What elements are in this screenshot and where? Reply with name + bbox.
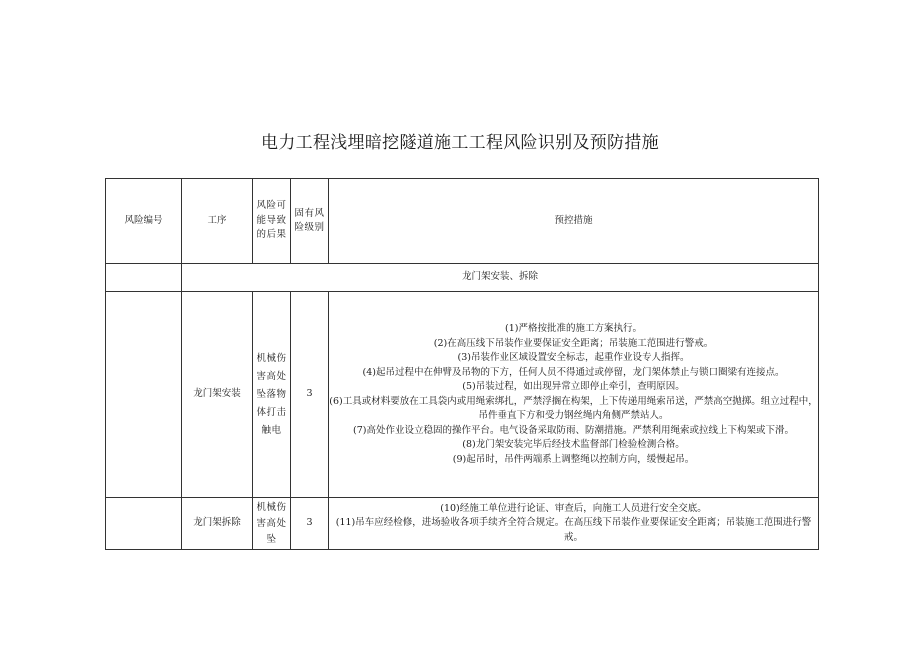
measure-item: (11)吊车应经检修，进场验收各项手续齐全符合规定。在高压线下吊装作业要保证安全距离；吊装施工范围进行警戒。 bbox=[335, 517, 812, 543]
header-process: 工序 bbox=[182, 179, 253, 264]
header-measures: 预控措施 bbox=[329, 179, 819, 264]
row-process: 龙门架安装 bbox=[182, 292, 253, 498]
row-level: 3 bbox=[291, 292, 329, 498]
header-consequence: 风险可能导致的后果 bbox=[253, 179, 291, 264]
row-consequence: 机械伤害高处坠落物体打击触电 bbox=[253, 292, 291, 498]
section-title: 龙门架安装、拆除 bbox=[182, 264, 819, 292]
row-consequence: 机械伤害高处坠 bbox=[253, 498, 291, 550]
measure-item: (3)吊装作业区域设置安全标志，起重作业设专人指挥。 bbox=[457, 352, 690, 363]
section-row bbox=[106, 264, 819, 292]
measure-item: (8)龙门架安装完毕后经技术监督部门检验检测合格。 bbox=[462, 439, 685, 450]
row-risk-id bbox=[106, 498, 182, 550]
measure-item: (7)高处作业设立稳固的操作平台。电气设备采取防雨、防潮措施。严禁利用绳索或拉线上下构架或下滑。 bbox=[353, 424, 794, 436]
header-risk-id: 风险编号 bbox=[106, 179, 182, 264]
header-inherent-level: 固有风险级别 bbox=[291, 179, 329, 264]
measure-item: (9)起吊时，吊件两端系上调整绳以控制方向，缓慢起吊。 bbox=[452, 453, 695, 465]
row-measures bbox=[329, 498, 819, 550]
measure-item: (5)吊装过程，如出现异常立即停止牵引，查明原因。 bbox=[462, 381, 685, 392]
table-row bbox=[106, 292, 819, 498]
risk-table bbox=[105, 178, 819, 550]
measure-item: (4)起吊过程中在伸臂及吊物的下方，任何人员不得通过或停留，龙门架体禁止与锁口圈梁有连接点。 bbox=[362, 366, 785, 378]
row-level: 3 bbox=[291, 498, 329, 550]
measure-item: (10)经施工单位进行论证、审查后，向施工人员进行安全交底。 bbox=[440, 502, 707, 514]
measure-item: (1)严格按批准的施工方案执行。 bbox=[505, 323, 642, 334]
header-row bbox=[106, 179, 819, 264]
measure-item: (6)工具或材料要放在工具袋内或用绳索绑扎，严禁浮搁在构架，上下传递用绳索吊送，严禁高空抛掷。组立过程中，吊件垂直下方和受力钢丝绳内角侧严禁站人。 bbox=[329, 395, 818, 421]
document-title: 电力工程浅埋暗挖隧道施工工程风险识别及预防措施 bbox=[261, 133, 659, 153]
row-process: 龙门架拆除 bbox=[182, 498, 253, 550]
table-row bbox=[106, 498, 819, 550]
section-spacer bbox=[106, 264, 182, 292]
row-measures bbox=[329, 292, 819, 498]
measure-item: (2)在高压线下吊装作业要保证安全距离；吊装施工范围进行警戒。 bbox=[433, 337, 714, 349]
row-risk-id bbox=[106, 292, 182, 498]
